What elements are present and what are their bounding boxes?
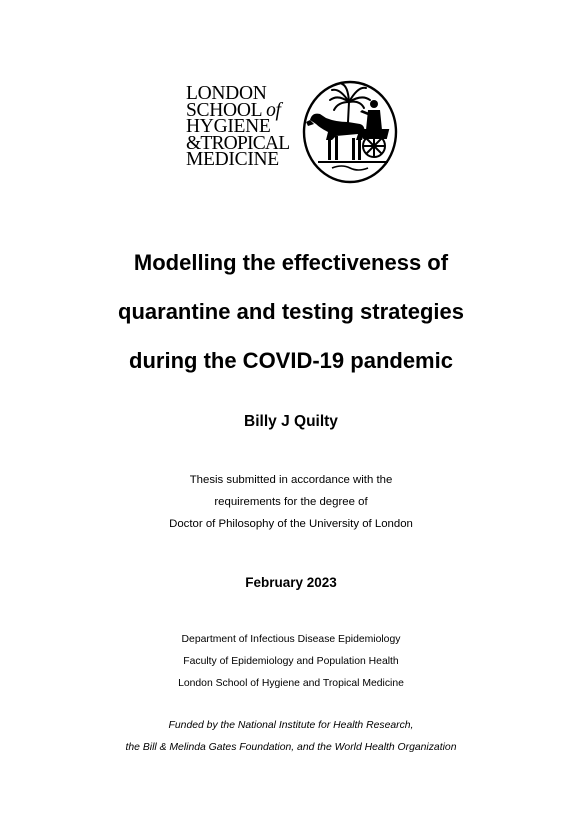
submission-date: February 2023 xyxy=(245,575,337,590)
logo-wordmark xyxy=(186,83,296,171)
thesis-statement xyxy=(0,469,582,535)
author-name: Billy J Quilty xyxy=(244,413,338,430)
school: London School of Hygiene and Tropical Medicine xyxy=(178,678,404,689)
funding-statement xyxy=(0,715,582,759)
title-line-1: Modelling the effectiveness of xyxy=(133,250,449,275)
logo-line-1: LONDON xyxy=(186,83,267,104)
thesis-line-3: Doctor of Philosophy of the University of London xyxy=(169,518,413,530)
school-logo xyxy=(186,80,398,184)
faculty: Faculty of Epidemiology and Population Health xyxy=(183,656,399,667)
logo-line-2-of: of xyxy=(266,99,281,121)
funding-line-1: Funded by the National Institute for Health Research, xyxy=(168,720,414,731)
title-line-2: quarantine and testing strategies xyxy=(118,299,464,324)
department: Department of Infectious Disease Epidemiology xyxy=(181,634,401,645)
chariot-seal-icon xyxy=(302,80,398,184)
funding-line-2: the Bill & Melinda Gates Foundation, and the World Health Organization xyxy=(125,742,457,753)
logo-line-4: &TROPICAL xyxy=(186,132,290,154)
thesis-title xyxy=(0,238,582,385)
title-line-3: during the COVID-19 pandemic xyxy=(129,348,453,373)
logo-line-3: HYGIENE xyxy=(186,116,271,138)
logo-line-5: MEDICINE xyxy=(186,149,279,171)
thesis-line-2: requirements for the degree of xyxy=(214,496,368,508)
logo-line-2-main: SCHOOL xyxy=(186,99,262,121)
thesis-line-1: Thesis submitted in accordance with the xyxy=(189,474,393,486)
affiliation-block xyxy=(0,629,582,695)
